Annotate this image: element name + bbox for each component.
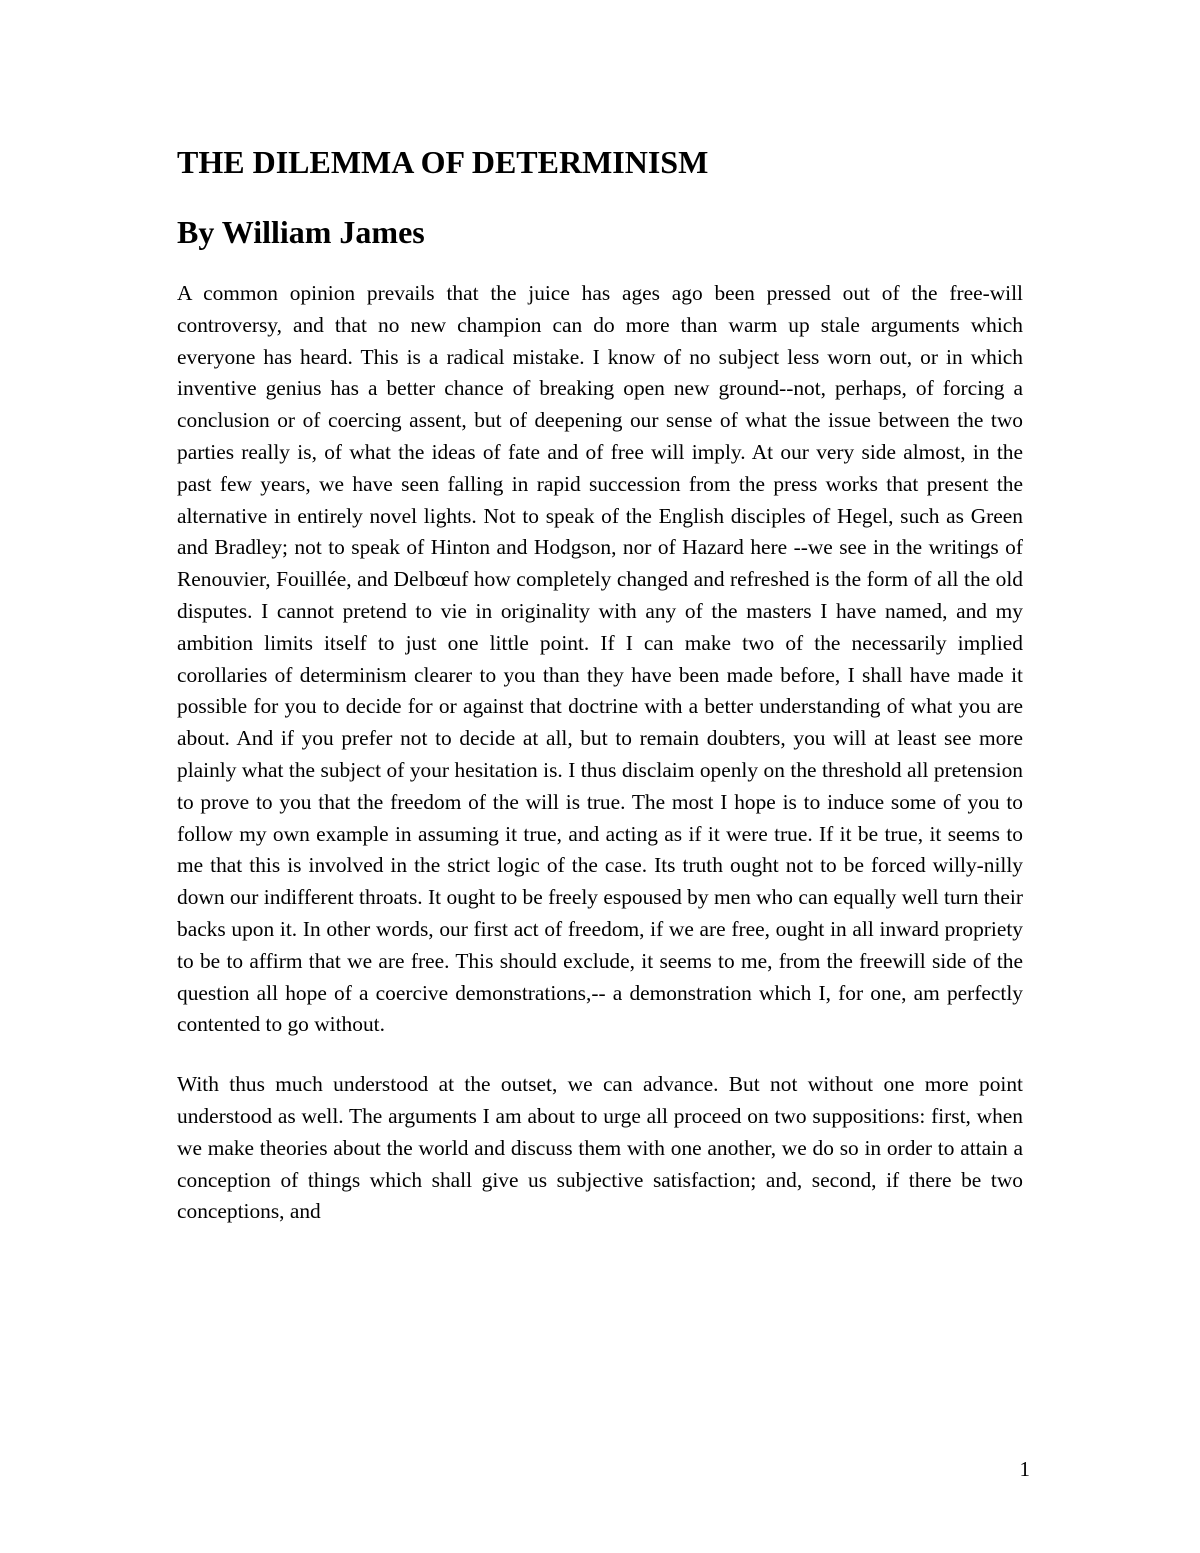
document-title: THE DILEMMA OF DETERMINISM	[177, 144, 709, 180]
body-text	[177, 278, 1023, 1256]
page-number: 1	[1019, 1457, 1030, 1481]
paragraph-1: A common opinion prevails that the juice has ages ago been pressed out of the free-will controversy, and that no new champion can do more than warm up stale arguments which everyone has heard. This is a radical mistake. I know of no subject less worn out, or in which inventive genius has a better chance of breaking open new ground--not, perhaps, of forcing a conclusion or of coercing assent, but of deepening our sense of what the issue between the two parties really is, of what the ideas of fate and of free will imply. At our very side almost, in the past few years, we have seen falling in rapid succession from the press works that present the alternative in entirely novel lights. Not to speak of the English disciples of Hegel, such as Green and Bradley; not to speak of Hinton and Hodgson, nor of Hazard here --we see in the writings of Renouvier, Fouillée, and Delbœuf how completely changed and refreshed is the form of all the old disputes. I cannot pretend to vie in originality with any of the masters I have named, and my ambition limits itself to just one little point. If I can make two of the necessarily implied corollaries of determinism clearer to you than they have been made before, I shall have made it possible for you to decide for or against that doctrine with a better understanding of what you are about. And if you prefer not to decide at all, but to remain doubters, you will at least see more plainly what the subject of your hesitation is. I thus disclaim openly on the threshold all pretension to prove to you that the freedom of the will is true. The most I hope is to induce some of you to follow my own example in assuming it true, and acting as if it were true. If it be true, it seems to me that this is involved in the strict logic of the case. Its truth ought not to be forced willy-nilly down our indifferent throats. It ought to be freely espoused by men who can equally well turn their backs upon it. In other words, our first act of freedom, if we are free, ought in all inward propriety to be to affirm that we are free. This should exclude, it seems to me, from the freewill side of the question all hope of a coercive demonstrations,-- a demonstration which I, for one, am perfectly contented to go without.	[177, 281, 1023, 1037]
document-author: By William James	[177, 214, 425, 250]
paragraph-2: With thus much understood at the outset, we can advance. But not without one more point understood as well. The arguments I am about to urge all proceed on two suppositions: first, when we make theories about the world and discuss them with one another, we do so in order to attain a conception of things which shall give us subjective satisfaction; and, second, if there be two conceptions, and	[177, 1072, 1023, 1224]
